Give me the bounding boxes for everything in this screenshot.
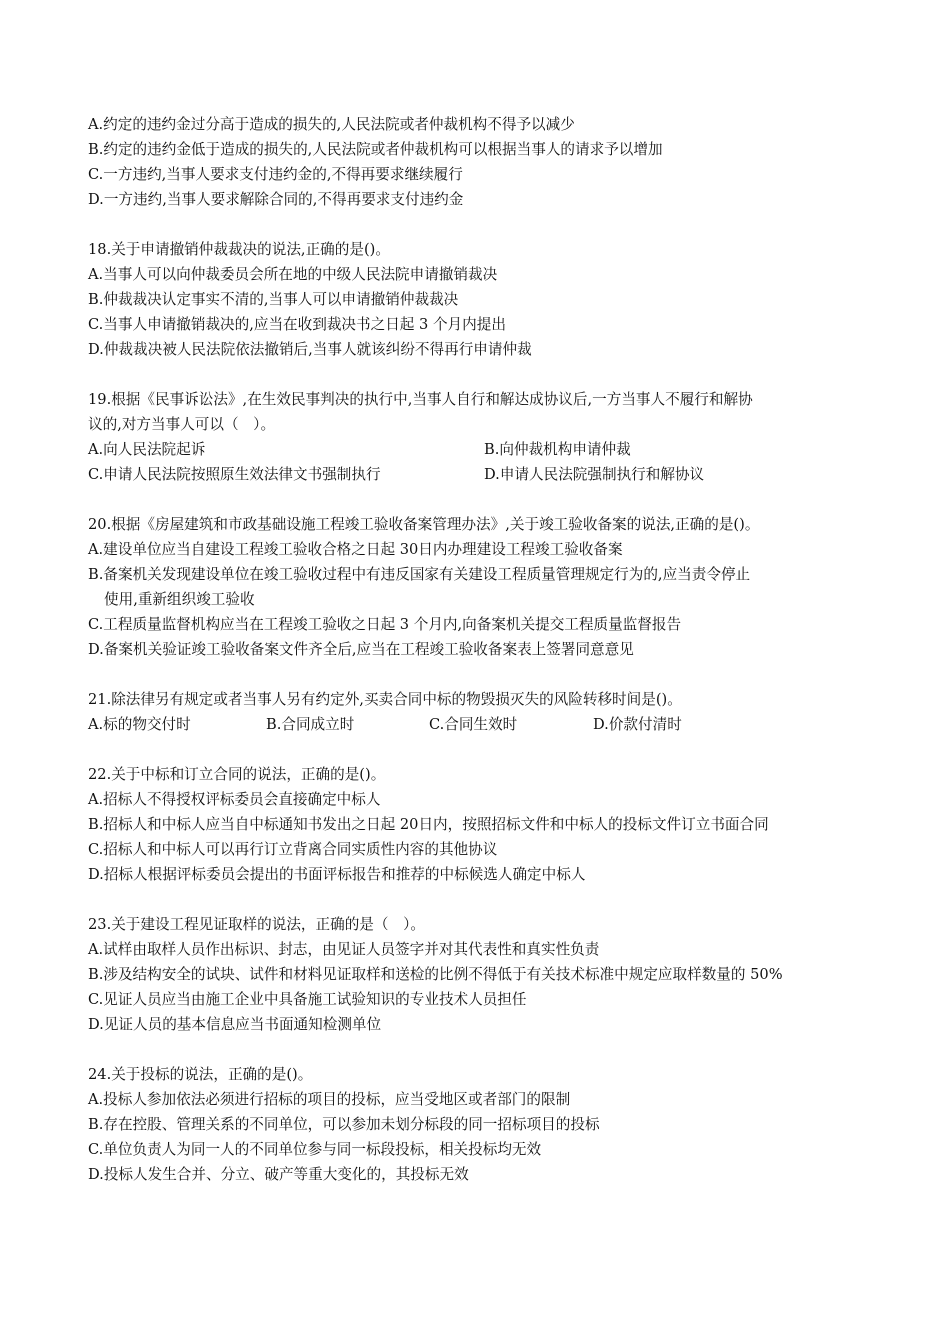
spacer (88, 487, 878, 512)
spacer (88, 737, 878, 762)
q20-option-b-line2: 使用,重新组织竣工验收 (104, 591, 255, 608)
q18-option-a: A.当事人可以向仲裁委员会所在地的中级人民法院申请撤销裁决 (88, 266, 498, 283)
exam-page (88, 112, 878, 1187)
q19-option-a: A.向人民法院起诉 (88, 441, 206, 458)
spacer (88, 212, 878, 237)
q21-options-row (88, 712, 878, 737)
q19-options-row1 (88, 437, 878, 462)
q23-option-c: C.见证人员应当由施工企业中具备施工试验知识的专业技术人员担任 (88, 991, 527, 1008)
q19-option-d: D.申请人民法院强制执行和解协议 (484, 466, 705, 483)
q19-stem-line1: 19.根据《民事诉讼法》,在生效民事判决的执行中,当事人自行和解达成协议后,一方当事人不履行和解协 (88, 391, 753, 408)
q22-option-a: A.招标人不得授权评标委员会直接确定中标人 (88, 791, 381, 808)
q17-option-d: D.一方违约,当事人要求解除合同的,不得再要求支付违约金 (88, 191, 464, 208)
q17-option-a: A.约定的违约金过分高于造成的损失的,人民法院或者仲裁机构不得予以减少 (88, 116, 575, 133)
q21-option-a: A.标的物交付时 (88, 716, 191, 733)
q21-stem: 21.除法律另有规定或者当事人另有约定外,买卖合同中标的物毁损灭失的风险转移时间是()。 (88, 691, 682, 708)
q20-option-c: C.工程质量监督机构应当在工程竣工验收之日起 3 个月内,向备案机关提交工程质量监督报告 (88, 616, 682, 633)
q21-option-d: D.价款付清时 (593, 716, 682, 733)
q18-option-b: B.仲裁裁决认定事实不清的,当事人可以申请撤销仲裁裁决 (88, 291, 459, 308)
q19-options-row2 (88, 462, 878, 487)
q20-option-d: D.备案机关验证竣工验收备案文件齐全后,应当在工程竣工验收备案表上签署同意意见 (88, 641, 634, 658)
q22-stem: 22.关于中标和订立合同的说法，正确的是()。 (88, 766, 386, 783)
q19-option-c: C.申请人民法院按照原生效法律文书强制执行 (88, 466, 381, 483)
q18-stem: 18.关于申请撤销仲裁裁决的说法,正确的是()。 (88, 241, 390, 258)
q20-option-a: A.建设单位应当自建设工程竣工验收合格之日起 30日内办理建设工程竣工验收备案 (88, 541, 623, 558)
q24-option-d: D.投标人发生合并、分立、破产等重大变化的，其投标无效 (88, 1166, 469, 1183)
spacer (88, 887, 878, 912)
q23-option-a: A.试样由取样人员作出标识、封志，由见证人员签字并对其代表性和真实性负责 (88, 941, 600, 958)
q21-option-b: B.合同成立时 (266, 716, 355, 733)
q24-option-a: A.投标人参加依法必须进行招标的项目的投标，应当受地区或者部门的限制 (88, 1091, 571, 1108)
q24-option-c: C.单位负责人为同一人的不同单位参与同一标段投标，相关投标均无效 (88, 1141, 542, 1158)
q23-stem: 23.关于建设工程见证取样的说法，正确的是（ ）。 (88, 916, 425, 933)
q19-option-b: B.向仲裁机构申请仲裁 (484, 441, 631, 458)
q22-option-d: D.招标人根据评标委员会提出的书面评标报告和推荐的中标候选人确定中标人 (88, 866, 586, 883)
q22-option-b: B.招标人和中标人应当自中标通知书发出之日起 20日内，按照招标文件和中标人的投标文件订立书面合同 (88, 816, 769, 833)
q17-option-c: C.一方违约,当事人要求支付违约金的,不得再要求继续履行 (88, 166, 463, 183)
spacer (88, 662, 878, 687)
q21-option-c: C.合同生效时 (429, 716, 518, 733)
q23-option-d: D.见证人员的基本信息应当书面通知检测单位 (88, 1016, 382, 1033)
spacer (88, 362, 878, 387)
spacer (88, 1037, 878, 1062)
q19-stem-line2: 议的,对方当事人可以（ ）。 (88, 416, 276, 433)
q17-option-b: B.约定的违约金低于造成的损失的,人民法院或者仲裁机构可以根据当事人的请求予以增加 (88, 141, 663, 158)
q18-option-c: C.当事人申请撤销裁决的,应当在收到裁决书之日起 3 个月内提出 (88, 316, 506, 333)
q24-option-b: B.存在控股、管理关系的不同单位，可以参加未划分标段的同一招标项目的投标 (88, 1116, 600, 1133)
q23-option-b: B.涉及结构安全的试块、试件和材料见证取样和送检的比例不得低于有关技术标准中规定应取样数量的 50% (88, 966, 783, 983)
q18-option-d: D.仲裁裁决被人民法院依法撤销后,当事人就该纠纷不得再行申请仲裁 (88, 341, 532, 358)
q20-option-b-line1: B.备案机关发现建设单位在竣工验收过程中有违反国家有关建设工程质量管理规定行为的,应当责令停止 (88, 566, 751, 583)
q22-option-c: C.招标人和中标人可以再行订立背离合同实质性内容的其他协议 (88, 841, 498, 858)
q20-stem: 20.根据《房屋建筑和市政基础设施工程竣工验收备案管理办法》,关于竣工验收备案的说法,正确的是()。 (88, 516, 760, 533)
q24-stem: 24.关于投标的说法，正确的是()。 (88, 1066, 313, 1083)
